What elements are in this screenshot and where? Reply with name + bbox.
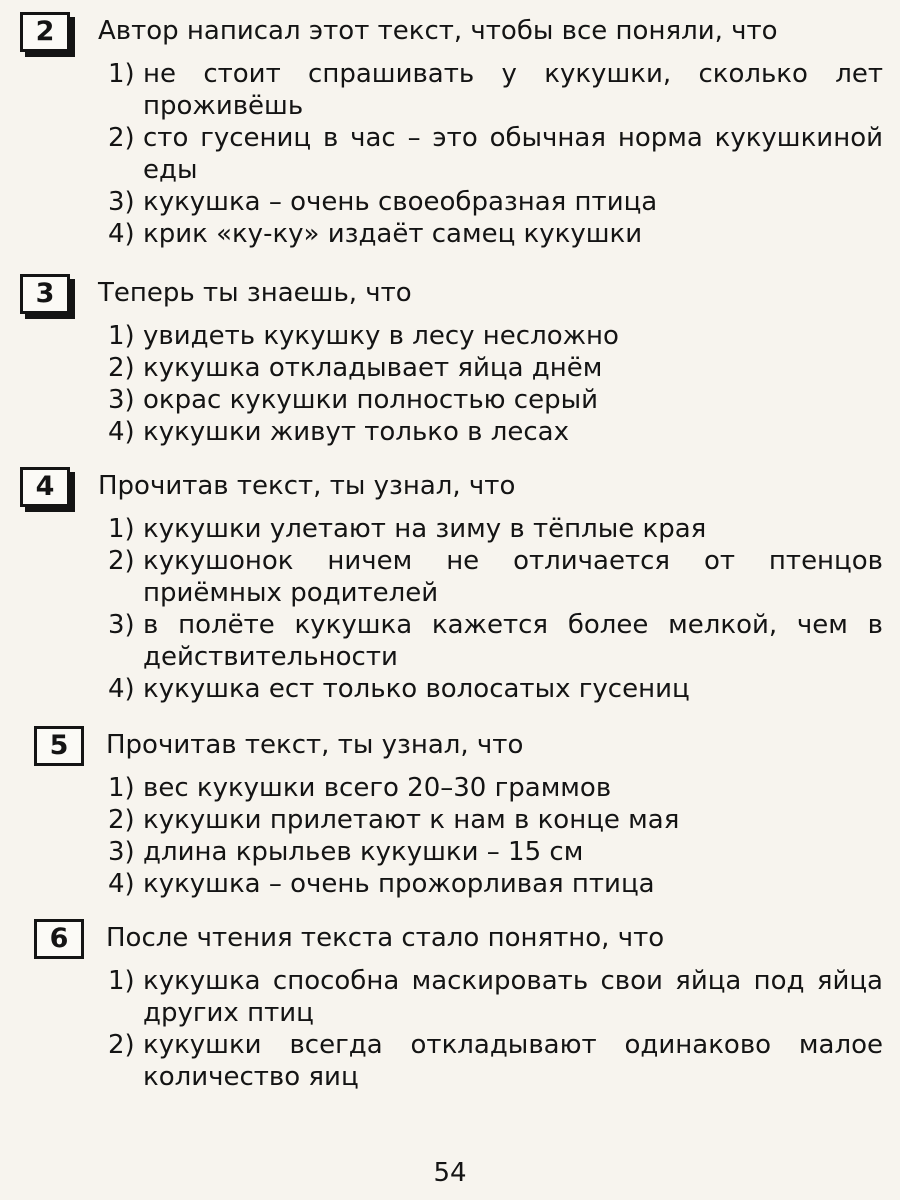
option-number: 4) xyxy=(108,869,135,899)
answer-option-2[interactable] xyxy=(0,804,883,836)
option-number: 4) xyxy=(108,417,135,447)
answer-option-3[interactable] xyxy=(0,836,883,868)
answer-option-4[interactable] xyxy=(0,868,883,900)
option-number: 1) xyxy=(108,773,135,803)
option-number: 1) xyxy=(108,321,135,351)
question-number-box: 2 xyxy=(20,12,70,52)
option-number: 3) xyxy=(108,610,135,640)
question-number-box: 4 xyxy=(20,467,70,507)
option-text: окрас кукушки полностью серый xyxy=(143,385,599,415)
option-number: 2) xyxy=(108,805,135,835)
answer-option-1[interactable] xyxy=(0,772,883,804)
option-text: кукушка – очень своеобразная птица xyxy=(143,187,658,217)
question-number-box: 5 xyxy=(34,726,84,766)
option-text: кукушки прилетают к нам в конце мая xyxy=(143,805,680,835)
question-2 xyxy=(0,12,900,250)
answer-options xyxy=(0,513,900,705)
answer-option-3[interactable] xyxy=(0,609,883,673)
question-6 xyxy=(0,919,900,1093)
answer-options xyxy=(0,965,900,1093)
answer-option-4[interactable] xyxy=(0,673,883,705)
option-text: длина крыльев кукушки – 15 см xyxy=(143,837,584,867)
option-number: 1) xyxy=(108,966,135,996)
option-text: кукушка ест только волосатых гусениц xyxy=(143,674,690,704)
option-text: вес кукушки всего 20–30 граммов xyxy=(143,773,612,803)
option-number: 2) xyxy=(108,546,135,576)
answer-option-3[interactable] xyxy=(0,384,883,416)
option-number: 1) xyxy=(108,514,135,544)
answer-option-2[interactable] xyxy=(0,545,883,609)
option-text: крик «ку-ку» издаёт самец кукушки xyxy=(143,219,643,249)
option-number: 3) xyxy=(108,837,135,867)
option-number: 2) xyxy=(108,353,135,383)
page-number: 54 xyxy=(433,1158,467,1188)
option-text: кукушка способна маскировать свои яйца под яйца других птиц xyxy=(143,966,883,1028)
option-text: не стоит спрашивать у кукушки, сколько лет проживёшь xyxy=(143,59,883,121)
option-text: в полёте кукушка кажется более мелкой, чем в действительности xyxy=(143,610,883,672)
answer-options xyxy=(0,58,900,250)
answer-option-2[interactable] xyxy=(0,352,883,384)
question-number-box: 6 xyxy=(34,919,84,959)
answer-option-2[interactable] xyxy=(0,122,883,186)
option-text: увидеть кукушку в лесу несложно xyxy=(143,321,619,351)
question-stem: После чтения текста стало понятно, что xyxy=(106,923,665,953)
question-number-box: 3 xyxy=(20,274,70,314)
option-text: сто гусениц в час – это обычная норма кукушкиной еды xyxy=(143,123,883,185)
question-header xyxy=(0,919,900,965)
question-header xyxy=(0,274,900,320)
answer-options xyxy=(0,320,900,448)
question-header xyxy=(0,726,900,772)
option-text: кукушки улетают на зиму в тёплые края xyxy=(143,514,707,544)
question-header xyxy=(0,467,900,513)
question-4 xyxy=(0,467,900,705)
option-text: кукушки всегда откладывают одинаково малое количество яиц xyxy=(143,1030,883,1092)
question-header xyxy=(0,12,900,58)
option-number: 2) xyxy=(108,123,135,153)
question-3 xyxy=(0,274,900,448)
answer-option-2[interactable] xyxy=(0,1029,883,1093)
question-stem: Теперь ты знаешь, что xyxy=(98,278,412,308)
answer-option-1[interactable] xyxy=(0,58,883,122)
option-number: 4) xyxy=(108,219,135,249)
option-text: кукушки живут только в лесах xyxy=(143,417,569,447)
option-number: 2) xyxy=(108,1030,135,1060)
option-text: кукушонок ничем не отличается от птенцов приёмных родителей xyxy=(143,546,883,608)
question-stem: Прочитав текст, ты узнал, что xyxy=(98,471,516,501)
option-number: 4) xyxy=(108,674,135,704)
answer-option-1[interactable] xyxy=(0,965,883,1029)
answer-option-4[interactable] xyxy=(0,218,883,250)
answer-option-4[interactable] xyxy=(0,416,883,448)
question-5 xyxy=(0,726,900,900)
answer-option-1[interactable] xyxy=(0,320,883,352)
answer-option-3[interactable] xyxy=(0,186,883,218)
option-text: кукушка – очень прожорливая птица xyxy=(143,869,655,899)
option-number: 3) xyxy=(108,187,135,217)
option-number: 1) xyxy=(108,59,135,89)
answer-options xyxy=(0,772,900,900)
answer-option-1[interactable] xyxy=(0,513,883,545)
question-stem: Автор написал этот текст, чтобы все поняли, что xyxy=(98,16,778,46)
option-number: 3) xyxy=(108,385,135,415)
option-text: кукушка откладывает яйца днём xyxy=(143,353,603,383)
question-stem: Прочитав текст, ты узнал, что xyxy=(106,730,524,760)
